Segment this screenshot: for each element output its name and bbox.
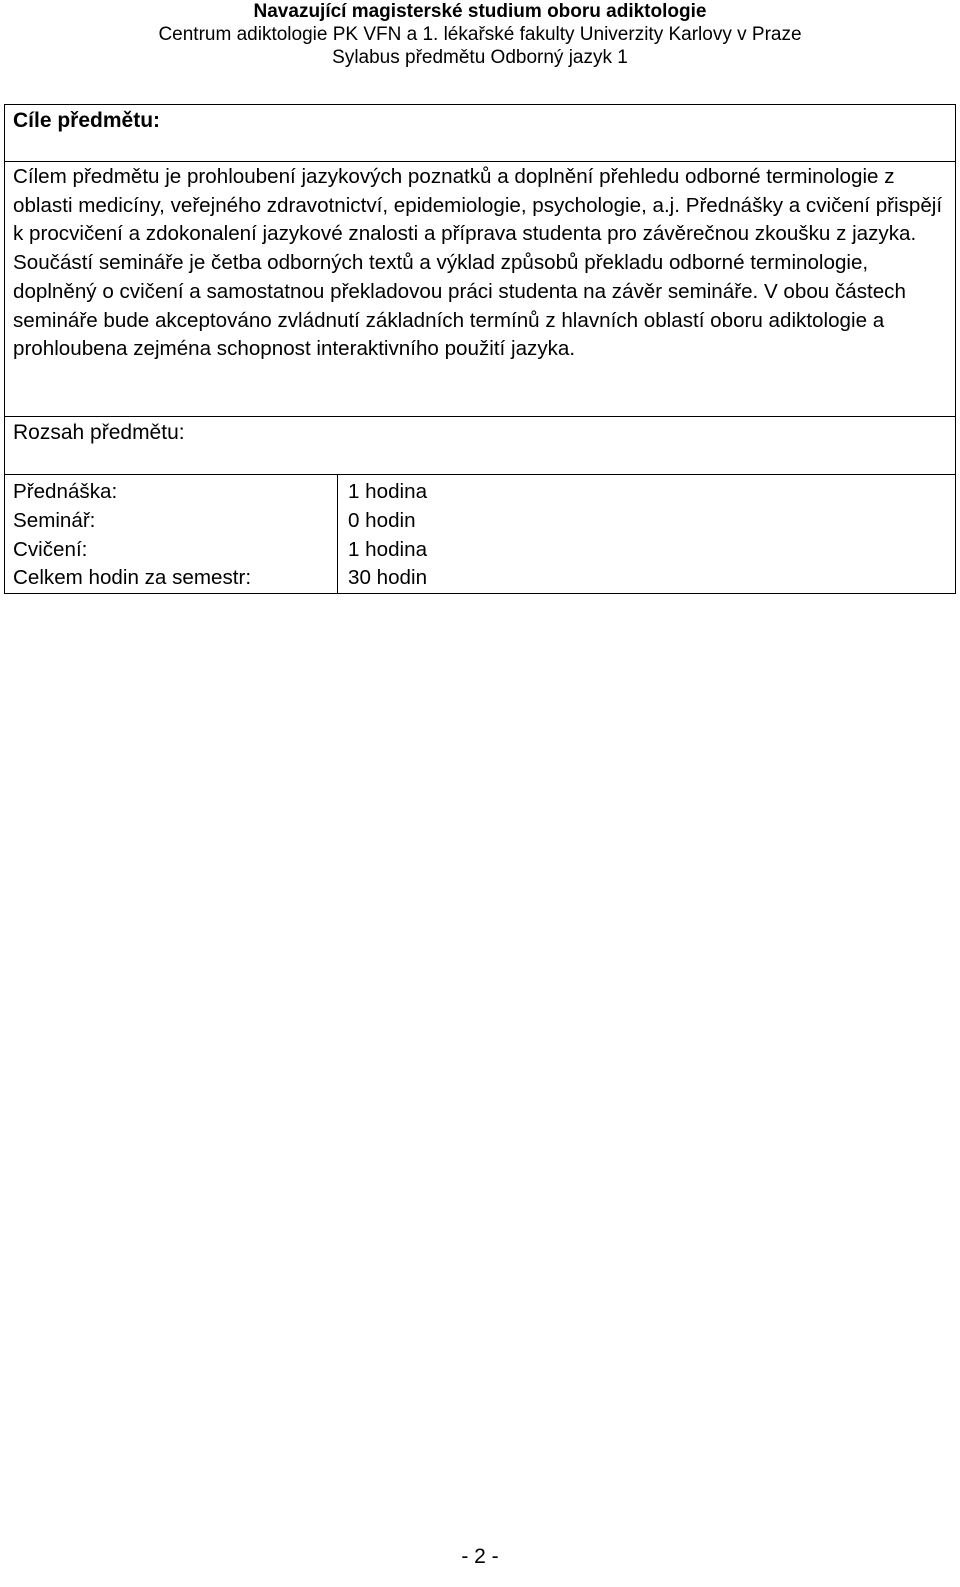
goals-heading: Cíle předmětu: (13, 109, 161, 132)
program-title: Navazující magisterské studium oboru adiktologie (253, 1, 707, 22)
hours-label-total: Celkem hodin za semestr: (13, 566, 252, 590)
hours-value-exercise: 1 hodina (348, 537, 428, 561)
goals-text: Cílem předmětu je prohloubení jazykových poznatků a doplnění přehledu odborné terminologie z oblasti medicíny, veřejného zdravotnictví, epidemiologie, psychologie, a.j. Přednášky a cvičení přispějí k procvičení a zdokonalení jazykové znalosti a příprava studenta pro závěrečnou zkoušku z jazyka. Součástí semináře je četba odborných textů a výklad způsobů překladu odborné terminologie, doplněný o cvičení a samostatnou překladovou práci studenta na závěr semináře. V obou částech semináře bude akceptováno zvládnutí základních termínů z hlavních oblastí oboru adiktologie a prohloubena zejména schopnost interaktivního použití jazyka. (13, 165, 943, 361)
divider (4, 416, 956, 417)
institution-name: Centrum adiktologie PK VFN a 1. lékařské fakulty Univerzity Karlovy v Praze (158, 24, 802, 45)
hours-label-lecture: Přednáška: (13, 480, 118, 503)
hours-value-lecture: 1 hodina (348, 480, 428, 503)
document-header (0, 0, 960, 69)
hours-row (13, 507, 948, 536)
hours-label-seminar: Seminář: (13, 508, 96, 532)
divider (4, 474, 956, 475)
hours-value-seminar: 0 hodin (348, 508, 416, 532)
page-number: - 2 - (461, 1545, 499, 1568)
syllabus-title: Sylabus předmětu Odborný jazyk 1 (332, 47, 628, 68)
hours-row (13, 536, 948, 565)
hours-label-exercise: Cvičení: (13, 537, 88, 561)
hours-table (13, 478, 948, 593)
hours-row (13, 564, 948, 593)
scope-heading: Rozsah předmětu: (13, 421, 185, 444)
divider (4, 161, 956, 162)
hours-value-total: 30 hodin (348, 566, 428, 590)
hours-row (13, 478, 948, 507)
